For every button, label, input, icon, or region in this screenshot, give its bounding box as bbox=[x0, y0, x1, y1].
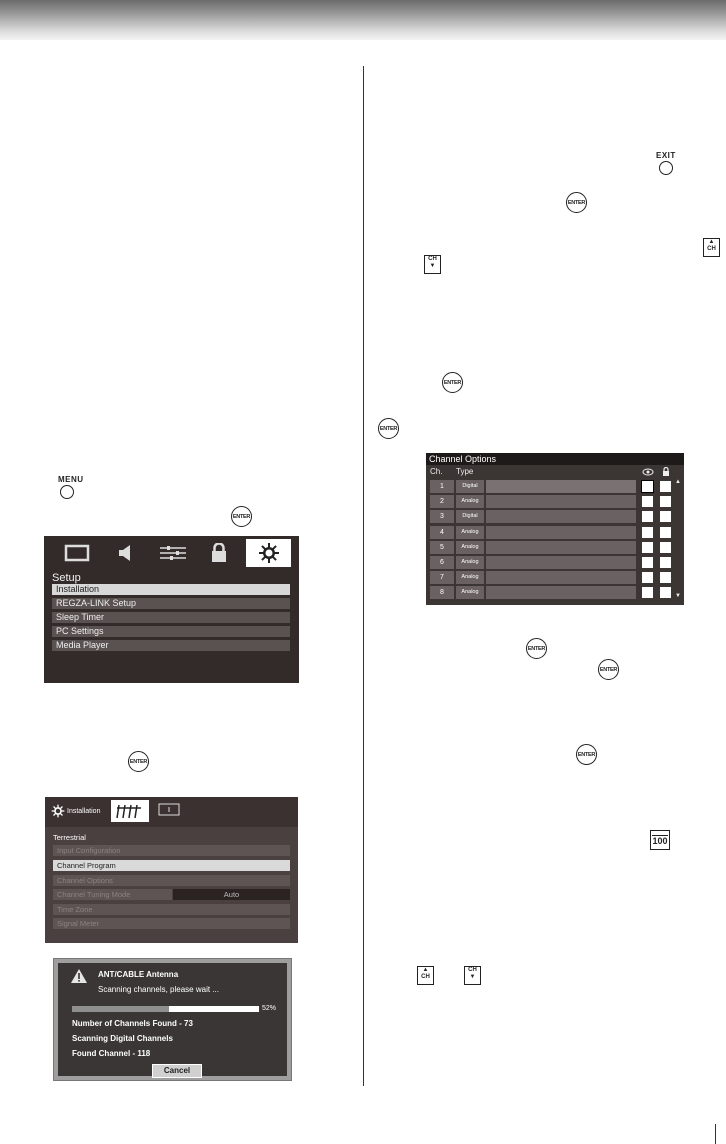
skip-checkbox[interactable] bbox=[642, 527, 653, 538]
ch-up-label: CH bbox=[421, 974, 430, 980]
enter-button-icon: ENTER bbox=[598, 659, 619, 680]
cancel-button[interactable]: Cancel bbox=[152, 1064, 202, 1078]
audio-tab-icon[interactable] bbox=[102, 539, 147, 567]
channel-name-field[interactable] bbox=[486, 571, 636, 584]
menu-item-time-zone[interactable]: Time Zone bbox=[53, 904, 290, 915]
channels-found-text: Number of Channels Found - 73 bbox=[72, 1019, 193, 1028]
terrestrial-heading: Terrestrial bbox=[53, 833, 86, 842]
triangle-down-icon: ▼ bbox=[469, 974, 476, 980]
lock-checkbox[interactable] bbox=[660, 557, 671, 568]
scan-title: ANT/CABLE Antenna bbox=[98, 970, 179, 979]
skip-checkbox[interactable] bbox=[642, 511, 653, 522]
skip-checkbox[interactable] bbox=[642, 572, 653, 583]
enter-button-icon: ENTER bbox=[576, 744, 597, 765]
channel-name-field[interactable] bbox=[486, 586, 636, 599]
channel-number: 8 bbox=[430, 586, 454, 599]
menu-item-media-player[interactable]: Media Player bbox=[52, 640, 290, 651]
lock-checkbox[interactable] bbox=[660, 511, 671, 522]
menu-tab-bar bbox=[44, 539, 299, 569]
installation-tab-label: Installation bbox=[67, 808, 101, 815]
channel-type: Analog bbox=[456, 495, 484, 508]
ch-down-button-icon bbox=[464, 966, 481, 985]
hundred-label: 100 bbox=[652, 835, 668, 846]
channel-name-field[interactable] bbox=[486, 495, 636, 508]
skip-eye-icon bbox=[642, 468, 654, 476]
scan-status: Scanning channels, please wait ... bbox=[98, 985, 219, 994]
skip-checkbox[interactable] bbox=[642, 542, 653, 553]
channel-row[interactable] bbox=[430, 510, 674, 523]
ch-up-label: CH bbox=[707, 246, 716, 252]
triangle-up-icon: ▲ bbox=[708, 239, 715, 245]
channel-name-field[interactable] bbox=[486, 480, 636, 493]
setup-menu-screen bbox=[44, 536, 299, 683]
channel-options-screen bbox=[426, 453, 684, 605]
menu-item-regza-link-setup[interactable]: REGZA-LINK Setup bbox=[52, 598, 290, 609]
channel-number: 5 bbox=[430, 541, 454, 554]
channel-type: Digital bbox=[456, 510, 484, 523]
ch-down-label: CH bbox=[468, 967, 477, 973]
lock-checkbox[interactable] bbox=[660, 587, 671, 598]
channel-row[interactable] bbox=[430, 556, 674, 569]
lock-checkbox[interactable] bbox=[660, 481, 671, 492]
enter-button-icon: ENTER bbox=[442, 372, 463, 393]
channel-number: 6 bbox=[430, 556, 454, 569]
skip-checkbox[interactable] bbox=[642, 587, 653, 598]
hundred-button-icon bbox=[650, 830, 670, 850]
setup-tab-icon[interactable] bbox=[246, 539, 291, 567]
scanning-dialog-panel bbox=[58, 963, 287, 1076]
lock-checkbox[interactable] bbox=[660, 572, 671, 583]
lock-tab-icon[interactable] bbox=[196, 539, 241, 567]
channel-type: Analog bbox=[456, 526, 484, 539]
menu-circle-icon bbox=[60, 485, 74, 499]
installation-tab-bar bbox=[45, 797, 298, 827]
channel-row[interactable] bbox=[430, 571, 674, 584]
found-channel-text: Found Channel - 118 bbox=[72, 1049, 151, 1058]
setup-title: Setup bbox=[52, 572, 81, 584]
column-divider bbox=[363, 66, 364, 1086]
menu-item-channel-program[interactable]: Channel Program bbox=[53, 860, 290, 871]
scroll-up-arrow-icon[interactable]: ▲ bbox=[675, 479, 681, 485]
menu-item-pc-settings[interactable]: PC Settings bbox=[52, 626, 290, 637]
skip-checkbox[interactable] bbox=[642, 496, 653, 507]
menu-item-channel-options[interactable]: Channel Options bbox=[53, 875, 290, 886]
warning-icon bbox=[70, 968, 88, 984]
scroll-down-arrow-icon[interactable]: ▼ bbox=[675, 593, 681, 599]
channel-row[interactable] bbox=[430, 480, 674, 493]
triangle-down-icon: ▼ bbox=[429, 263, 436, 269]
menu-item-sleep-timer[interactable]: Sleep Timer bbox=[52, 612, 290, 623]
column-header-ch: Ch. bbox=[430, 467, 443, 476]
menu-item-channel-tuning-mode[interactable]: Channel Tuning Mode bbox=[53, 889, 172, 900]
ch-down-label: CH bbox=[428, 256, 437, 262]
channel-row[interactable] bbox=[430, 495, 674, 508]
enter-button-icon: ENTER bbox=[566, 192, 587, 213]
menu-item-signal-meter[interactable]: Signal Meter bbox=[53, 918, 290, 929]
menu-item-input-configuration[interactable]: Input Configuration bbox=[53, 845, 290, 856]
scanning-digital-text: Scanning Digital Channels bbox=[72, 1034, 173, 1043]
enter-button-icon: ENTER bbox=[526, 638, 547, 659]
preferences-tab-icon[interactable] bbox=[150, 539, 195, 567]
channel-name-field[interactable] bbox=[486, 556, 636, 569]
channel-row[interactable] bbox=[430, 586, 674, 599]
info-tab-icon[interactable] bbox=[157, 802, 181, 818]
enter-button-icon: ENTER bbox=[128, 751, 149, 772]
lock-checkbox[interactable] bbox=[660, 496, 671, 507]
menu-button-glyph bbox=[58, 476, 84, 499]
channel-type: Analog bbox=[456, 586, 484, 599]
channel-name-field[interactable] bbox=[486, 526, 636, 539]
lock-checkbox[interactable] bbox=[660, 527, 671, 538]
channel-tuning-mode-value[interactable]: Auto bbox=[173, 889, 290, 900]
antenna-tab-icon[interactable] bbox=[111, 800, 149, 822]
channel-type: Digital bbox=[456, 480, 484, 493]
exit-label: EXIT bbox=[656, 151, 676, 160]
enter-button-icon: ENTER bbox=[231, 506, 252, 527]
header-bar bbox=[0, 0, 726, 40]
exit-circle-icon bbox=[659, 161, 673, 175]
ch-up-button-icon bbox=[417, 966, 434, 985]
channel-number: 7 bbox=[430, 571, 454, 584]
ch-up-button-icon bbox=[703, 238, 720, 257]
channel-type: Analog bbox=[456, 541, 484, 554]
exit-button-glyph bbox=[656, 152, 676, 175]
channel-name-field[interactable] bbox=[486, 541, 636, 554]
menu-item-installation[interactable]: Installation bbox=[52, 584, 290, 595]
lock-checkbox[interactable] bbox=[660, 542, 671, 553]
page-edge-line bbox=[715, 1124, 716, 1144]
scan-progress-fill bbox=[72, 1006, 169, 1012]
scan-progress-bar bbox=[72, 1006, 259, 1012]
channel-row[interactable] bbox=[430, 526, 674, 539]
channel-number: 1 bbox=[430, 480, 454, 493]
lock-icon bbox=[662, 467, 670, 477]
scanning-dialog bbox=[53, 958, 292, 1081]
skip-checkbox[interactable] bbox=[642, 481, 653, 492]
channel-number: 2 bbox=[430, 495, 454, 508]
column-header-type: Type bbox=[456, 467, 474, 476]
picture-tab-icon[interactable] bbox=[54, 539, 99, 567]
channel-number: 4 bbox=[430, 526, 454, 539]
channel-type: Analog bbox=[456, 556, 484, 569]
installation-menu-screen bbox=[45, 797, 298, 943]
triangle-up-icon: ▲ bbox=[422, 967, 429, 973]
scan-progress-label: 52% bbox=[262, 1005, 277, 1012]
channel-name-field[interactable] bbox=[486, 510, 636, 523]
installation-body bbox=[45, 827, 298, 943]
channel-options-title: Channel Options bbox=[426, 453, 684, 465]
channel-number: 3 bbox=[430, 510, 454, 523]
skip-checkbox[interactable] bbox=[642, 557, 653, 568]
channel-type: Analog bbox=[456, 571, 484, 584]
setup-gear-icon bbox=[51, 804, 65, 818]
menu-label: MENU bbox=[58, 475, 84, 484]
channel-row[interactable] bbox=[430, 541, 674, 554]
ch-down-button-icon bbox=[424, 255, 441, 274]
enter-button-icon: ENTER bbox=[378, 418, 399, 439]
